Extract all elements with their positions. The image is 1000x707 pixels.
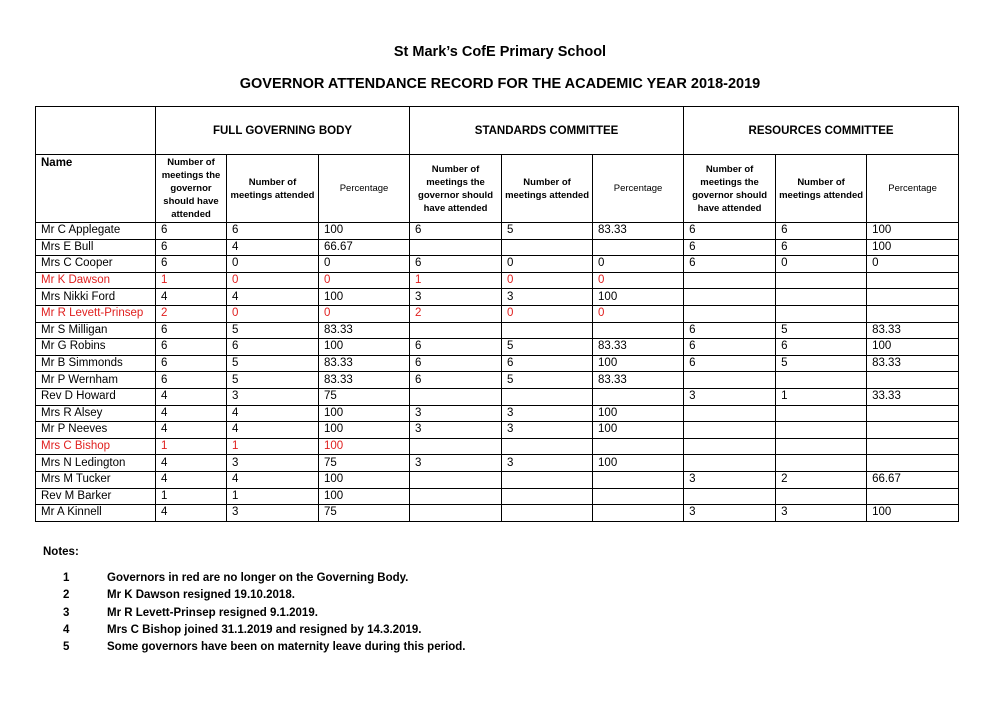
table-cell: 1 xyxy=(410,272,502,289)
note-item xyxy=(43,607,466,624)
table-cell: 6 xyxy=(410,256,502,273)
table-cell xyxy=(593,488,684,505)
table-cell: 3 xyxy=(410,405,502,422)
governor-name: Mrs E Bull xyxy=(36,239,156,256)
notes-heading: Notes: xyxy=(43,546,79,558)
table-cell: 0 xyxy=(593,256,684,273)
table-row xyxy=(36,305,959,322)
table-cell: 5 xyxy=(227,372,319,389)
note-item xyxy=(43,624,466,641)
table-cell: 6 xyxy=(410,355,502,372)
note-item xyxy=(43,641,466,658)
attendance-rows xyxy=(36,223,959,522)
table-cell: 1 xyxy=(227,488,319,505)
column-header-percentage: Percentage xyxy=(867,155,959,223)
group-header-fgb: FULL GOVERNING BODY xyxy=(156,107,410,155)
table-cell: 100 xyxy=(593,455,684,472)
table-cell: 0 xyxy=(593,272,684,289)
table-cell xyxy=(776,305,867,322)
table-row xyxy=(36,488,959,505)
table-cell xyxy=(410,388,502,405)
governor-name: Mr R Levett-Prinsep xyxy=(36,305,156,322)
table-cell: 83.33 xyxy=(593,223,684,240)
table-cell xyxy=(410,488,502,505)
table-cell xyxy=(502,388,593,405)
table-cell xyxy=(502,471,593,488)
table-cell: 5 xyxy=(227,355,319,372)
table-cell: 6 xyxy=(410,223,502,240)
notes-list xyxy=(43,572,466,658)
table-cell: 4 xyxy=(156,471,227,488)
column-header-percentage: Percentage xyxy=(319,155,410,223)
table-cell: 2 xyxy=(776,471,867,488)
table-cell xyxy=(867,272,959,289)
note-text: Mr R Levett-Prinsep resigned 9.1.2019. xyxy=(107,606,318,619)
table-cell: 1 xyxy=(156,272,227,289)
table-cell xyxy=(776,438,867,455)
table-cell xyxy=(502,322,593,339)
table-row xyxy=(36,339,959,356)
page-title: GOVERNOR ATTENDANCE RECORD FOR THE ACADEMIC YEAR 2018-2019 xyxy=(239,76,761,92)
table-cell: 6 xyxy=(410,372,502,389)
table-cell: 6 xyxy=(684,223,776,240)
table-cell: 5 xyxy=(776,322,867,339)
column-header-name: Name xyxy=(36,155,156,223)
table-cell xyxy=(867,289,959,306)
table-cell: 83.33 xyxy=(319,322,410,339)
table-cell xyxy=(867,305,959,322)
table-cell: 6 xyxy=(776,239,867,256)
table-cell: 66.67 xyxy=(867,471,959,488)
note-number: 3 xyxy=(63,606,70,619)
table-cell xyxy=(410,505,502,522)
table-cell: 3 xyxy=(410,289,502,306)
table-cell: 0 xyxy=(319,305,410,322)
table-cell: 0 xyxy=(227,305,319,322)
table-cell: 6 xyxy=(684,355,776,372)
column-header-should-attend: Number of meetings the governor should have attended xyxy=(156,155,227,223)
table-cell xyxy=(684,488,776,505)
governor-name: Mr S Milligan xyxy=(36,322,156,339)
governor-name: Mrs C Cooper xyxy=(36,256,156,273)
table-cell: 3 xyxy=(410,422,502,439)
table-row xyxy=(36,388,959,405)
table-cell xyxy=(776,455,867,472)
governor-name: Mrs C Bishop xyxy=(36,438,156,455)
table-cell: 3 xyxy=(684,505,776,522)
table-cell: 100 xyxy=(319,339,410,356)
table-row xyxy=(36,256,959,273)
table-cell: 0 xyxy=(227,272,319,289)
table-cell: 6 xyxy=(776,339,867,356)
note-number: 2 xyxy=(63,589,70,602)
table-cell: 100 xyxy=(319,289,410,306)
table-cell: 1 xyxy=(227,438,319,455)
table-cell: 83.33 xyxy=(319,372,410,389)
table-cell: 100 xyxy=(593,405,684,422)
table-cell: 6 xyxy=(684,322,776,339)
table-row xyxy=(36,405,959,422)
table-cell: 0 xyxy=(319,272,410,289)
table-cell: 2 xyxy=(410,305,502,322)
table-cell: 3 xyxy=(227,455,319,472)
table-cell: 100 xyxy=(319,471,410,488)
table-cell xyxy=(593,471,684,488)
table-cell: 0 xyxy=(319,256,410,273)
table-cell: 6 xyxy=(410,339,502,356)
table-cell: 3 xyxy=(502,405,593,422)
table-cell: 0 xyxy=(593,305,684,322)
table-cell: 83.33 xyxy=(319,355,410,372)
table-cell xyxy=(867,488,959,505)
table-cell: 0 xyxy=(227,256,319,273)
table-cell: 4 xyxy=(227,289,319,306)
note-number: 4 xyxy=(63,623,70,636)
table-cell: 6 xyxy=(156,223,227,240)
column-header-attended: Number of meetings attended xyxy=(776,155,867,223)
governor-name: Mrs R Alsey xyxy=(36,405,156,422)
table-cell: 100 xyxy=(319,405,410,422)
table-cell: 100 xyxy=(319,422,410,439)
table-cell: 100 xyxy=(593,422,684,439)
table-cell xyxy=(410,438,502,455)
table-cell: 4 xyxy=(156,388,227,405)
table-cell: 3 xyxy=(227,505,319,522)
column-header-attended: Number of meetings attended xyxy=(502,155,593,223)
table-cell: 3 xyxy=(227,388,319,405)
table-cell: 3 xyxy=(502,289,593,306)
table-cell xyxy=(867,422,959,439)
table-cell xyxy=(502,488,593,505)
table-cell xyxy=(502,438,593,455)
table-cell: 3 xyxy=(684,388,776,405)
table-cell xyxy=(410,471,502,488)
note-text: Some governors have been on maternity leave during this period. xyxy=(107,641,466,654)
table-cell xyxy=(776,422,867,439)
table-cell: 6 xyxy=(684,239,776,256)
table-cell xyxy=(776,405,867,422)
group-header-standards: STANDARDS COMMITTEE xyxy=(410,107,684,155)
governor-name: Mr A Kinnell xyxy=(36,505,156,522)
table-cell: 6 xyxy=(227,339,319,356)
table-cell xyxy=(684,372,776,389)
governor-name: Mrs Nikki Ford xyxy=(36,289,156,306)
governor-name: Mrs N Ledington xyxy=(36,455,156,472)
table-cell: 75 xyxy=(319,388,410,405)
table-row xyxy=(36,372,959,389)
table-cell: 1 xyxy=(156,438,227,455)
table-cell xyxy=(684,422,776,439)
governor-name: Mr P Wernham xyxy=(36,372,156,389)
column-header-percentage: Percentage xyxy=(593,155,684,223)
table-cell: 4 xyxy=(156,422,227,439)
table-cell xyxy=(776,272,867,289)
note-item xyxy=(43,589,466,606)
school-name: St Mark’s CofE Primary School xyxy=(393,44,607,60)
table-cell xyxy=(776,488,867,505)
table-cell xyxy=(593,322,684,339)
table-cell: 100 xyxy=(867,339,959,356)
table-cell: 4 xyxy=(156,455,227,472)
table-cell: 100 xyxy=(867,223,959,240)
table-cell xyxy=(593,505,684,522)
governor-name: Rev D Howard xyxy=(36,388,156,405)
note-text: Mr K Dawson resigned 19.10.2018. xyxy=(107,589,295,602)
table-cell: 3 xyxy=(684,471,776,488)
governor-name: Rev M Barker xyxy=(36,488,156,505)
table-cell: 0 xyxy=(502,272,593,289)
table-cell: 0 xyxy=(502,256,593,273)
table-cell xyxy=(684,289,776,306)
group-header-resources: RESOURCES COMMITTEE xyxy=(684,107,959,155)
table-cell xyxy=(867,438,959,455)
table-row xyxy=(36,422,959,439)
table-cell: 6 xyxy=(156,322,227,339)
table-row xyxy=(36,239,959,256)
table-cell: 100 xyxy=(867,505,959,522)
table-cell: 83.33 xyxy=(593,339,684,356)
governor-name: Mr G Robins xyxy=(36,339,156,356)
table-cell xyxy=(684,438,776,455)
table-cell: 5 xyxy=(502,223,593,240)
table-cell xyxy=(776,372,867,389)
table-row xyxy=(36,289,959,306)
table-cell: 75 xyxy=(319,455,410,472)
table-cell: 0 xyxy=(867,256,959,273)
table-row xyxy=(36,322,959,339)
table-cell: 0 xyxy=(776,256,867,273)
table-cell: 100 xyxy=(319,488,410,505)
table-cell: 3 xyxy=(776,505,867,522)
table-cell: 3 xyxy=(502,455,593,472)
table-cell: 4 xyxy=(227,405,319,422)
table-row xyxy=(36,272,959,289)
table-cell: 100 xyxy=(867,239,959,256)
governor-name: Mr K Dawson xyxy=(36,272,156,289)
governor-name: Mr B Simmonds xyxy=(36,355,156,372)
table-cell: 100 xyxy=(319,438,410,455)
column-header-should-attend: Number of meetings the governor should have attended xyxy=(684,155,776,223)
note-number: 1 xyxy=(63,572,70,584)
table-row xyxy=(36,455,959,472)
table-cell: 83.33 xyxy=(867,322,959,339)
table-cell: 66.67 xyxy=(319,239,410,256)
table-cell: 4 xyxy=(227,422,319,439)
governor-name: Mrs M Tucker xyxy=(36,471,156,488)
table-cell: 3 xyxy=(410,455,502,472)
table-cell: 1 xyxy=(156,488,227,505)
table-cell: 83.33 xyxy=(867,355,959,372)
table-cell xyxy=(593,388,684,405)
table-cell xyxy=(867,405,959,422)
table-cell: 5 xyxy=(776,355,867,372)
table-cell xyxy=(410,239,502,256)
table-cell xyxy=(867,372,959,389)
table-cell: 100 xyxy=(593,289,684,306)
note-item xyxy=(43,572,466,589)
table-cell: 4 xyxy=(156,405,227,422)
note-text: Mrs C Bishop joined 31.1.2019 and resigned by 14.3.2019. xyxy=(107,623,422,636)
corner-cell xyxy=(36,107,156,155)
table-cell xyxy=(867,455,959,472)
table-cell xyxy=(593,438,684,455)
table-cell: 75 xyxy=(319,505,410,522)
table-cell: 6 xyxy=(227,223,319,240)
table-row xyxy=(36,223,959,240)
table-cell: 6 xyxy=(502,355,593,372)
column-header-attended: Number of meetings attended xyxy=(227,155,319,223)
table-cell: 6 xyxy=(156,372,227,389)
table-cell: 33.33 xyxy=(867,388,959,405)
table-cell: 100 xyxy=(319,223,410,240)
note-text: Governors in red are no longer on the Governing Body. xyxy=(107,572,409,584)
table-cell xyxy=(684,405,776,422)
table-cell xyxy=(684,272,776,289)
table-row xyxy=(36,471,959,488)
table-cell: 5 xyxy=(227,322,319,339)
table-cell: 4 xyxy=(156,289,227,306)
table-row xyxy=(36,355,959,372)
table-cell: 4 xyxy=(156,505,227,522)
note-number: 5 xyxy=(63,641,70,654)
table-row xyxy=(36,438,959,455)
governor-name: Mr C Applegate xyxy=(36,223,156,240)
table-cell: 5 xyxy=(502,339,593,356)
table-cell xyxy=(502,239,593,256)
table-cell: 5 xyxy=(502,372,593,389)
table-cell: 6 xyxy=(156,355,227,372)
table-cell xyxy=(410,322,502,339)
column-header-should-attend: Number of meetings the governor should have attended xyxy=(410,155,502,223)
table-cell: 6 xyxy=(156,239,227,256)
table-cell: 4 xyxy=(227,239,319,256)
table-cell: 6 xyxy=(156,256,227,273)
table-cell xyxy=(502,505,593,522)
table-cell: 83.33 xyxy=(593,372,684,389)
table-cell: 6 xyxy=(156,339,227,356)
table-row xyxy=(36,505,959,522)
table-cell: 0 xyxy=(502,305,593,322)
table-cell: 6 xyxy=(776,223,867,240)
attendance-table xyxy=(35,106,959,522)
table-cell: 6 xyxy=(684,256,776,273)
table-cell: 2 xyxy=(156,305,227,322)
table-cell xyxy=(684,455,776,472)
governor-name: Mr P Neeves xyxy=(36,422,156,439)
table-cell: 4 xyxy=(227,471,319,488)
table-cell xyxy=(593,239,684,256)
table-cell xyxy=(776,289,867,306)
table-cell: 1 xyxy=(776,388,867,405)
table-cell: 6 xyxy=(684,339,776,356)
table-cell: 100 xyxy=(593,355,684,372)
table-cell: 3 xyxy=(502,422,593,439)
table-cell xyxy=(684,305,776,322)
